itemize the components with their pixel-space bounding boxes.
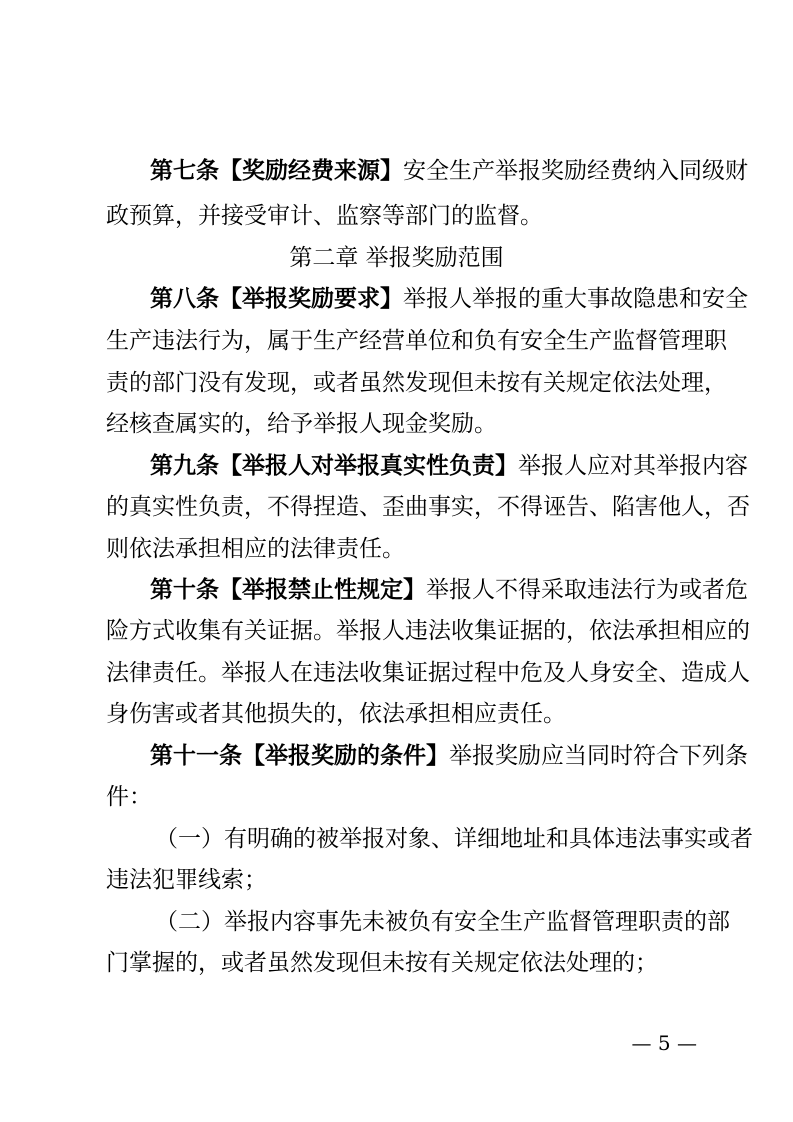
article10-text-line1: 举报人不得采取违法行为或者危 — [426, 577, 748, 603]
article7-paragraph-line1 — [150, 156, 750, 186]
article10-text-line2: 险方式收集有关证据。举报人违法收集证据的，依法承担相应的 — [106, 618, 750, 644]
article7-text-line1: 安全生产举报奖励经费纳入同级财 — [403, 158, 748, 184]
article10-title: 第十条【举报禁止性规定】 — [150, 577, 426, 603]
article8-text-line2: 生产违法行为，属于生产经营单位和负有安全生产监督管理职 — [106, 328, 727, 354]
article7-text-line2: 政预算，并接受审计、监察等部门的监督。 — [106, 203, 543, 229]
article8-text-line3: 责的部门没有发现，或者虽然发现但未按有关规定依法处理， — [106, 370, 727, 396]
article8-title: 第八条【举报奖励要求】 — [150, 286, 403, 312]
article8-paragraph-line1 — [150, 284, 750, 314]
article11-title: 第十一条【举报奖励的条件】 — [150, 743, 449, 769]
article11-item2-line1: （二）举报内容事先未被负有安全生产监督管理职责的部 — [155, 909, 730, 935]
article9-text-line3: 则依法承担相应的法律责任。 — [106, 536, 405, 562]
article11-text-line2: 件： — [106, 784, 152, 810]
page-number: — 5 — — [631, 1031, 697, 1055]
article10-text-line4: 身伤害或者其他损失的，依法承担相应责任。 — [106, 701, 566, 727]
article8-text-line1: 举报人举报的重大事故隐患和安全 — [403, 286, 748, 312]
article7-title: 第七条【奖励经费来源】 — [150, 158, 403, 184]
article10-text-line3: 法律责任。举报人在违法收集证据过程中危及人身安全、造成人 — [106, 660, 750, 686]
article10-paragraph-line1 — [150, 575, 750, 605]
article9-title: 第九条【举报人对举报真实性负责】 — [150, 453, 518, 479]
article11-item1-line1: （一）有明确的被举报对象、详细地址和具体违法事实或者 — [155, 826, 753, 852]
chapter2-heading: 第二章 举报奖励范围 — [289, 245, 504, 271]
article9-text-line1: 举报人应对其举报内容 — [518, 453, 748, 479]
article11-text-line1: 举报奖励应当同时符合下列条 — [449, 743, 748, 769]
article9-text-line2: 的真实性负责，不得捏造、歪曲事实，不得诬告、陷害他人，否 — [106, 494, 750, 520]
article11-item2-line2: 门掌握的，或者虽然发现但未按有关规定依法处理的； — [106, 950, 658, 976]
article11-item1-line2: 违法犯罪线索； — [106, 867, 267, 893]
article8-text-line4: 经核查属实的，给予举报人现金奖励。 — [106, 411, 497, 437]
article9-paragraph-line1 — [150, 451, 750, 481]
article11-paragraph-line1 — [150, 741, 750, 771]
